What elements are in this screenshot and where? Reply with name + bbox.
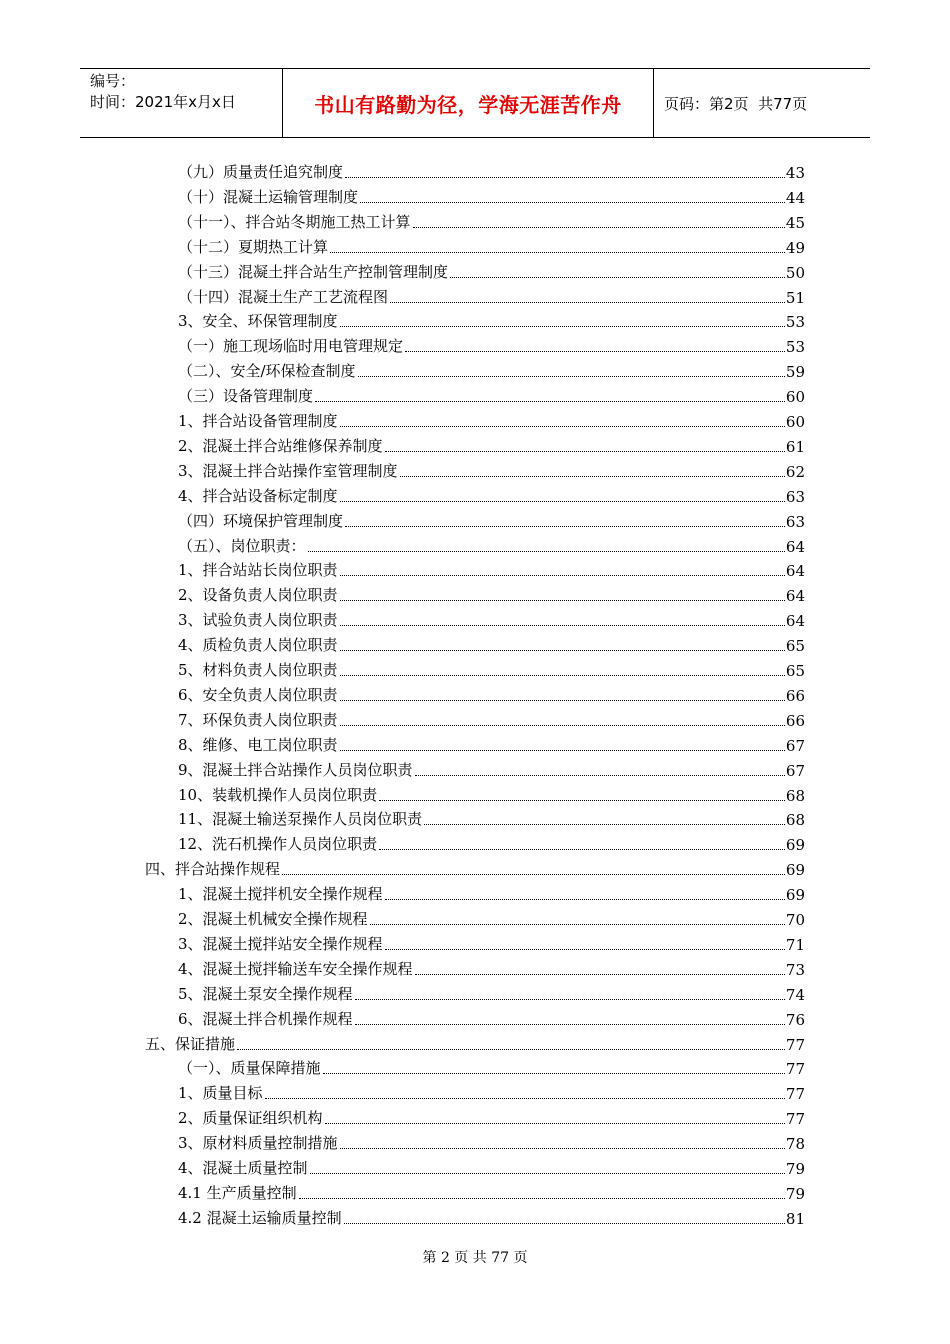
- toc-entry-page: 69: [785, 861, 805, 880]
- document-number-label: 编号：: [90, 72, 136, 90]
- toc-entry-title: 五、保证措施: [145, 1034, 236, 1053]
- toc-entry[interactable]: [178, 307, 805, 331]
- toc-entry-page: 69: [785, 886, 805, 905]
- toc-entry-title: （五）、岗位职责：: [178, 536, 306, 555]
- toc-entry-title: 9、混凝土拌合站操作人员岗位职责: [178, 760, 413, 779]
- toc-entry-page: 68: [785, 811, 805, 830]
- toc-leader-dots: [379, 800, 785, 801]
- toc-entry[interactable]: [178, 955, 805, 979]
- toc-entry[interactable]: [178, 581, 805, 605]
- toc-leader-dots: [340, 750, 785, 751]
- toc-leader-dots: [237, 1049, 785, 1050]
- toc-entry[interactable]: [178, 1129, 805, 1153]
- toc-entry-page: 77: [785, 1110, 805, 1129]
- toc-entry-page: 68: [785, 786, 805, 805]
- toc-entry[interactable]: [178, 357, 805, 381]
- toc-leader-dots: [345, 177, 785, 178]
- toc-entry[interactable]: [178, 482, 805, 506]
- toc-entry-page: 63: [785, 487, 805, 506]
- toc-entry[interactable]: [178, 805, 805, 829]
- toc-entry-title: 4、质检负责人岗位职责: [178, 636, 338, 655]
- toc-entry-title: 5、混凝土泵安全操作规程: [178, 984, 353, 1003]
- toc-entry[interactable]: [178, 606, 805, 630]
- toc-leader-dots: [340, 501, 785, 502]
- toc-leader-dots: [340, 650, 785, 651]
- toc-leader-dots: [385, 949, 785, 950]
- toc-entry-page: 45: [785, 213, 805, 232]
- toc-entry-title: 2、设备负责人岗位职责: [178, 586, 338, 605]
- toc-entry[interactable]: [178, 208, 805, 232]
- toc-entry-page: 49: [785, 238, 805, 257]
- toc-leader-dots: [265, 1098, 785, 1099]
- toc-entry[interactable]: [178, 830, 805, 854]
- toc-entry[interactable]: [178, 756, 805, 780]
- toc-entry[interactable]: [178, 1005, 805, 1029]
- toc-entry-title: （一）施工现场临时用电管理规定: [178, 337, 404, 356]
- toc-leader-dots: [323, 1073, 785, 1074]
- toc-leader-dots: [344, 1223, 785, 1224]
- toc-leader-dots: [400, 476, 785, 477]
- toc-entry[interactable]: [178, 507, 805, 531]
- toc-entry-title: 10、装载机操作人员岗位职责: [178, 785, 378, 804]
- toc-entry[interactable]: [178, 283, 805, 307]
- toc-leader-dots: [325, 1123, 785, 1124]
- toc-leader-dots: [340, 600, 785, 601]
- toc-entry[interactable]: [178, 706, 805, 730]
- toc-entry-page: 77: [785, 1035, 805, 1054]
- toc-leader-dots: [355, 999, 785, 1000]
- toc-entry[interactable]: [178, 980, 805, 1004]
- toc-leader-dots: [385, 899, 785, 900]
- toc-leader-dots: [450, 277, 785, 278]
- toc-entry[interactable]: [178, 731, 805, 755]
- toc-entry-page: 64: [785, 587, 805, 606]
- toc-entry-title: 2、混凝土拌合站维修保养制度: [178, 436, 383, 455]
- toc-entry-title: 4、拌合站设备标定制度: [178, 486, 338, 505]
- toc-entry[interactable]: [178, 532, 805, 556]
- toc-entry-page: 73: [785, 960, 805, 979]
- toc-entry-page: 79: [785, 1184, 805, 1203]
- toc-leader-dots: [340, 700, 785, 701]
- toc-entry[interactable]: [178, 880, 805, 904]
- toc-entry-title: 5、材料负责人岗位职责: [178, 661, 338, 679]
- toc-entry-page: 64: [785, 537, 805, 556]
- toc-entry-page: 69: [785, 836, 805, 855]
- header-motto: 书山有路勤为径，学海无涯苦作舟: [314, 92, 622, 117]
- page-footer: [0, 1247, 950, 1267]
- toc-leader-dots: [355, 1024, 785, 1025]
- toc-entry-page: 61: [785, 437, 805, 456]
- toc-entry-title: 1、拌合站站长岗位职责: [178, 561, 338, 580]
- toc-entry-title: （十四）混凝土生产工艺流程图: [178, 287, 389, 306]
- toc-entry-page: 74: [785, 985, 805, 1004]
- header-page-info: 页码：第2页 共77页: [664, 94, 808, 113]
- toc-leader-dots: [340, 725, 785, 726]
- toc-entry-title: 1、质量目标: [178, 1084, 263, 1103]
- toc-entry-title: 6、安全负责人岗位职责: [178, 685, 338, 704]
- toc-leader-dots: [310, 1173, 785, 1174]
- toc-leader-dots: [385, 451, 785, 452]
- toc-entry-page: 70: [785, 911, 805, 929]
- toc-entry-page: 63: [785, 512, 805, 531]
- toc-entry-page: 66: [785, 711, 805, 730]
- toc-entry-title: 1、拌合站设备管理制度: [178, 412, 338, 430]
- toc-entry-page: 67: [785, 761, 805, 780]
- toc-leader-dots: [345, 526, 785, 527]
- toc-leader-dots: [405, 351, 785, 352]
- toc-entry-title: 8、维修、电工岗位职责: [178, 735, 338, 754]
- toc-entry[interactable]: [178, 930, 805, 954]
- toc-entry[interactable]: [178, 258, 805, 282]
- toc-entry[interactable]: [178, 905, 805, 929]
- toc-entry[interactable]: [178, 183, 805, 207]
- toc-leader-dots: [360, 202, 785, 203]
- toc-leader-dots: [358, 376, 785, 377]
- toc-entry-page: 71: [785, 935, 805, 954]
- toc-entry-page: 66: [785, 686, 805, 705]
- toc-entry-title: 7、环保负责人岗位职责: [178, 710, 338, 729]
- toc-entry[interactable]: [178, 1079, 805, 1103]
- toc-entry-title: （二）、安全/环保检查制度: [178, 362, 356, 381]
- toc-entry[interactable]: [145, 1030, 805, 1054]
- toc-leader-dots: [340, 575, 785, 576]
- toc-entry-title: 2、混凝土机械安全操作规程: [178, 910, 368, 928]
- toc-entry-title: （三）设备管理制度: [178, 387, 314, 406]
- toc-entry-page: 51: [785, 288, 805, 307]
- toc-entry-page: 64: [785, 562, 805, 581]
- toc-entry-title: 11、混凝土输送泵操作人员岗位职责: [178, 810, 423, 829]
- toc-entry-page: 60: [785, 388, 805, 407]
- toc-entry-page: 62: [785, 462, 805, 481]
- toc-leader-dots: [330, 252, 785, 253]
- toc-entry-page: 64: [785, 612, 805, 631]
- toc-entry-title: 3、原材料质量控制措施: [178, 1134, 338, 1153]
- toc-leader-dots: [340, 625, 785, 626]
- toc-entry-title: 3、安全、环保管理制度: [178, 312, 338, 331]
- toc-leader-dots: [299, 1198, 785, 1199]
- toc-leader-dots: [413, 227, 785, 228]
- footer-page-number: 第 2 页 共 77 页: [422, 1250, 528, 1266]
- toc-entry[interactable]: [178, 556, 805, 580]
- toc-entry-page: 44: [785, 188, 805, 207]
- toc-entry-page: 78: [785, 1135, 805, 1154]
- document-date-label: 时间：2021年x月x日: [90, 93, 236, 111]
- toc-leader-dots: [308, 551, 785, 552]
- toc-entry-title: （十一）、拌合站冬期施工热工计算: [178, 212, 411, 231]
- toc-entry[interactable]: [178, 332, 805, 356]
- toc-leader-dots: [415, 775, 785, 776]
- toc-entry-title: 四、拌合站操作规程: [145, 860, 281, 879]
- toc-entry-page: 76: [785, 1010, 805, 1029]
- toc-entry[interactable]: [178, 432, 805, 456]
- toc-entry[interactable]: [178, 1179, 805, 1203]
- toc-entry-title: （十）混凝土运输管理制度: [178, 187, 359, 206]
- toc-entry-title: 4.2 混凝土运输质量控制: [178, 1208, 342, 1227]
- toc-entry-page: 50: [785, 263, 805, 282]
- toc-entry[interactable]: [178, 631, 805, 655]
- toc-entry-page: 77: [785, 1085, 805, 1104]
- toc-entry-page: 60: [785, 413, 805, 431]
- toc-leader-dots: [315, 401, 785, 402]
- toc-entry-page: 65: [785, 637, 805, 656]
- toc-entry[interactable]: [178, 1204, 805, 1228]
- toc-leader-dots: [340, 675, 785, 676]
- toc-entry-page: 67: [785, 736, 805, 755]
- toc-entry-title: 3、试验负责人岗位职责: [178, 611, 338, 630]
- toc-leader-dots: [415, 974, 785, 975]
- toc-entry-title: 12、洗石机操作人员岗位职责: [178, 835, 378, 854]
- toc-entry[interactable]: [178, 1104, 805, 1128]
- toc-entry-page: 59: [785, 363, 805, 382]
- toc-entry-title: 4、混凝土搅拌输送车安全操作规程: [178, 959, 413, 978]
- toc-entry[interactable]: [178, 382, 805, 406]
- toc-entry-title: （四）环境保护管理制度: [178, 511, 344, 530]
- toc-entry-title: 3、混凝土拌合站操作室管理制度: [178, 461, 398, 480]
- toc-entry[interactable]: [178, 407, 805, 431]
- toc-entry[interactable]: [178, 656, 805, 680]
- toc-entry-page: 77: [785, 1060, 805, 1079]
- toc-entry-title: （十二）夏期热工计算: [178, 237, 329, 256]
- toc-entry-title: 3、混凝土搅拌站安全操作规程: [178, 934, 383, 953]
- toc-entry-page: 65: [785, 662, 805, 680]
- toc-entry[interactable]: [145, 855, 805, 879]
- toc-entry-title: （一）、质量保障措施: [178, 1059, 321, 1078]
- toc-entry[interactable]: [178, 1154, 805, 1178]
- toc-leader-dots: [424, 824, 785, 825]
- toc-entry[interactable]: [178, 158, 805, 182]
- toc-entry[interactable]: [178, 233, 805, 257]
- toc-entry-page: 79: [785, 1160, 805, 1178]
- toc-entry-page: 53: [785, 338, 805, 357]
- toc-entry-page: 53: [785, 313, 805, 332]
- toc-leader-dots: [340, 326, 785, 327]
- toc-entry-title: 1、混凝土搅拌机安全操作规程: [178, 885, 383, 904]
- toc-leader-dots: [340, 1148, 785, 1149]
- toc-entry-title: 6、混凝土拌合机操作规程: [178, 1009, 353, 1028]
- toc-entry-title: 2、质量保证组织机构: [178, 1109, 323, 1128]
- page-header: [80, 68, 870, 138]
- toc-entry[interactable]: [178, 1054, 805, 1078]
- toc-entry-title: 4、混凝土质量控制: [178, 1159, 308, 1177]
- toc-entry[interactable]: [178, 457, 805, 481]
- toc-entry-title: 4.1 生产质量控制: [178, 1183, 297, 1202]
- toc-entry-title: （十三）混凝土拌合站生产控制管理制度: [178, 262, 449, 281]
- toc-leader-dots: [379, 849, 785, 850]
- toc-entry-page: 43: [785, 164, 805, 182]
- header-page-cell: [654, 69, 870, 137]
- header-motto-cell: [282, 69, 654, 137]
- toc-leader-dots: [370, 924, 785, 925]
- toc-leader-dots: [340, 426, 785, 427]
- header-left-cell: [80, 69, 282, 137]
- toc-leader-dots: [282, 874, 785, 875]
- toc-entry[interactable]: [178, 781, 805, 805]
- toc-leader-dots: [390, 302, 785, 303]
- toc-entry-title: （九）质量责任追究制度: [178, 163, 344, 181]
- toc-entry-page: 81: [785, 1209, 805, 1228]
- toc-entry[interactable]: [178, 681, 805, 705]
